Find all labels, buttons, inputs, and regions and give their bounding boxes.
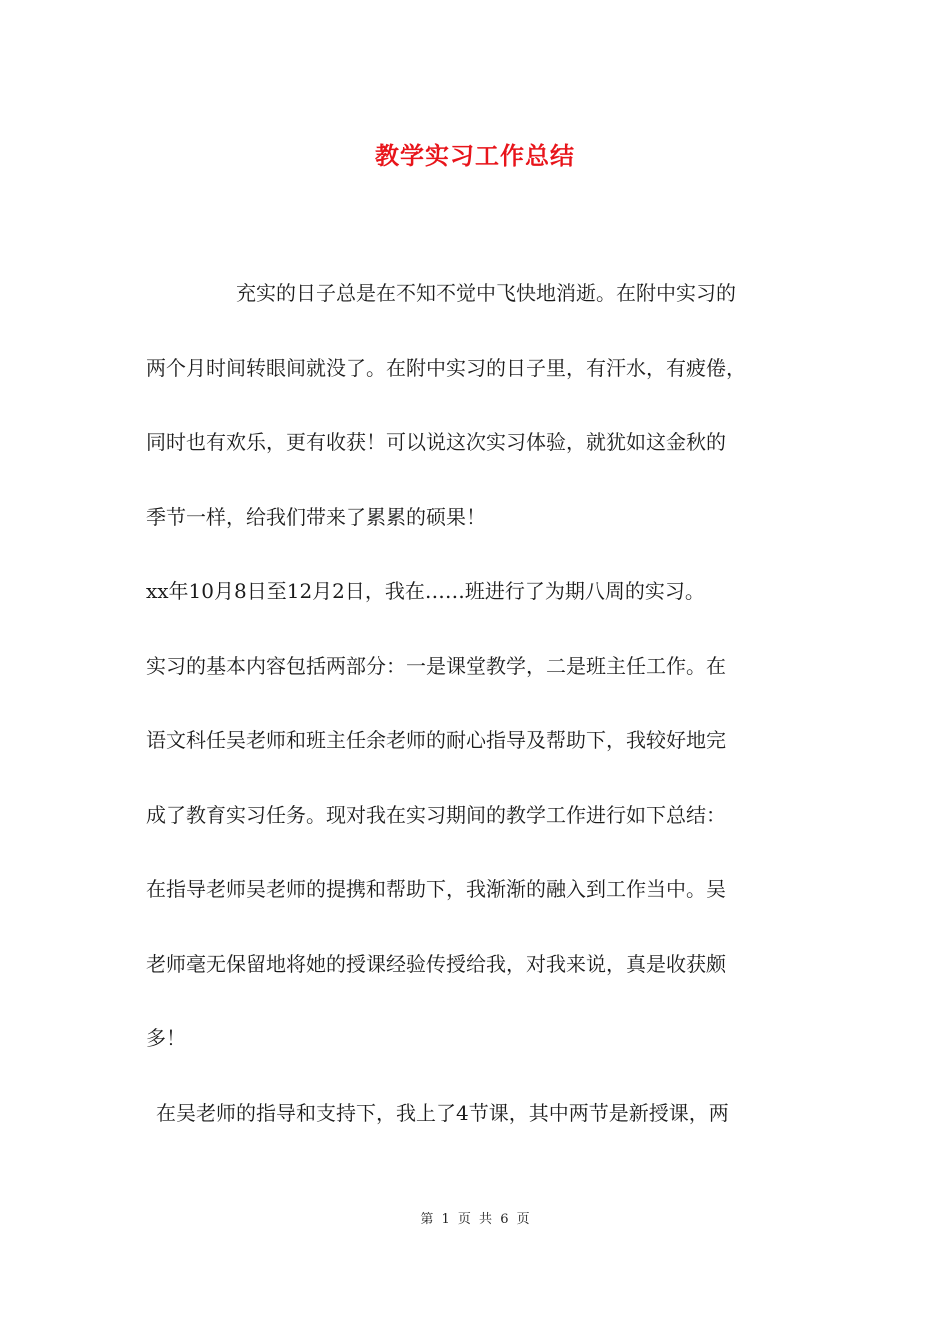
paragraph-line: 老师毫无保留地将她的授课经验传授给我，对我来说，真是收获颇 (146, 951, 726, 976)
paragraph-line: 在吴老师的指导和支持下，我上了4节课，其中两节是新授课，两 (156, 1100, 729, 1125)
page-number-footer: 第 1 页 共 6 页 (420, 1212, 530, 1227)
paragraph-line: 两个月时间转眼间就没了。在附中实习的日子里，有汗水，有疲倦， (146, 355, 746, 380)
paragraph-line: xx年10月8日至12月2日，我在……班进行了为期八周的实习。 (146, 579, 705, 603)
document-title: 教学实习工作总结 (375, 141, 575, 170)
paragraph-line: 实习的基本内容包括两部分：一是课堂教学，二是班主任工作。在 (146, 653, 726, 678)
paragraph-line: 语文科任吴老师和班主任余老师的耐心指导及帮助下，我较好地完 (146, 728, 726, 752)
paragraph-line: 成了教育实习任务。现对我在实习期间的教学工作进行如下总结： (146, 802, 726, 827)
paragraph-line: 季节一样，给我们带来了累累的硕果！ (146, 504, 486, 529)
paragraph-line: 在指导老师吴老师的提携和帮助下，我渐渐的融入到工作当中。吴 (146, 877, 726, 901)
paragraph-line: 多！ (146, 1026, 186, 1050)
document-body (146, 276, 826, 1170)
paragraph-line: 同时也有欢乐，更有收获！可以说这次实习体验，就犹如这金秋的 (146, 430, 726, 454)
paragraph-line: 充实的日子总是在不知不觉中飞快地消逝。在附中实习的 (236, 281, 736, 305)
